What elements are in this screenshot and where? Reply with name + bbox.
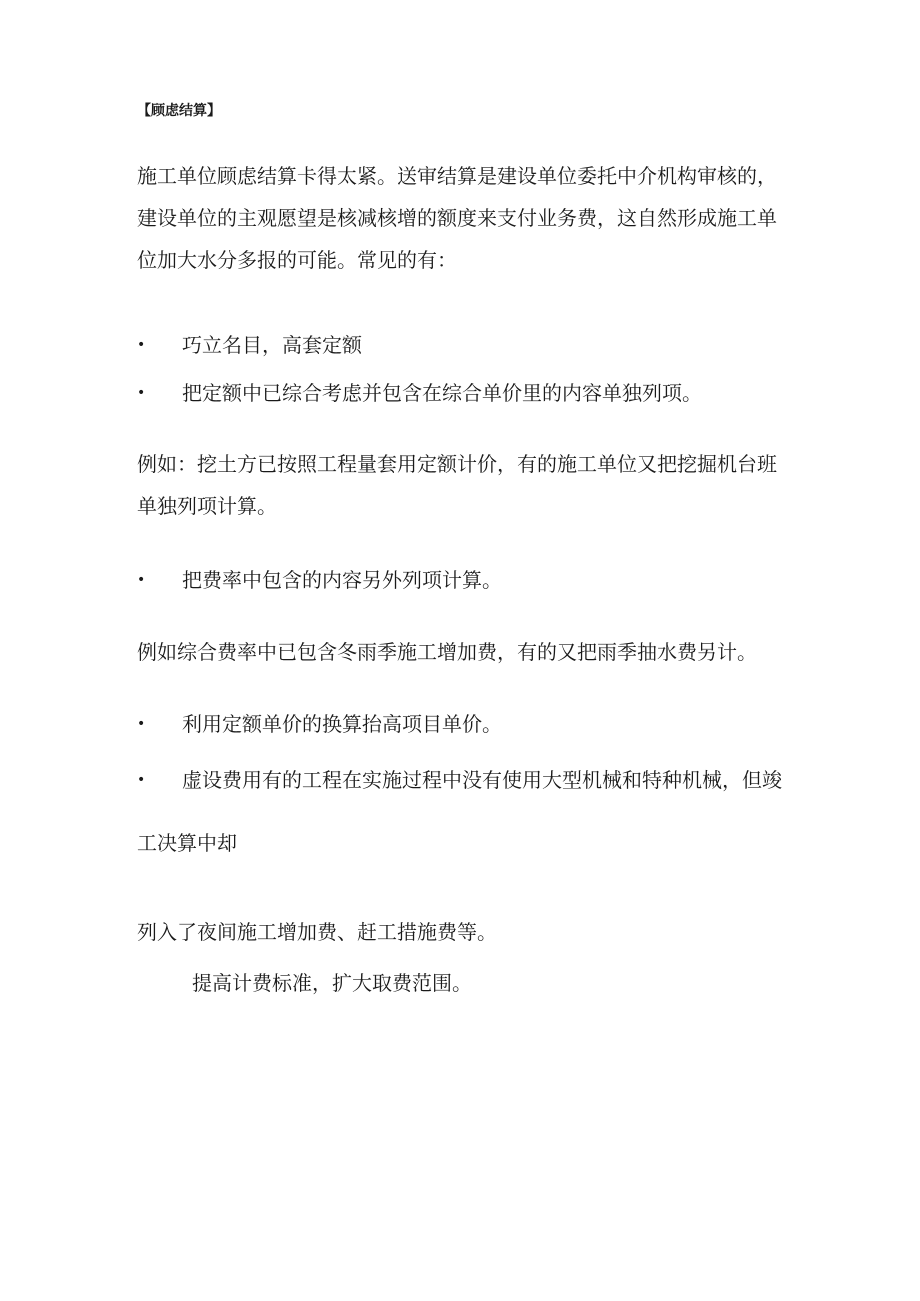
- list-item-text: 巧立名目，高套定额: [182, 333, 362, 357]
- bullet-icon: •: [137, 337, 146, 353]
- section-heading: 【顾虑结算】: [137, 103, 221, 119]
- intro-line-2: 建设单位的主观愿望是核减核增的额度来支付业务费，这自然形成施工单: [137, 206, 777, 230]
- example-paragraph-1: [137, 443, 797, 527]
- list-item-text: 把定额中已综合考虑并包含在综合单价里的内容单独列项。: [182, 381, 702, 405]
- list-item: [137, 765, 817, 795]
- list-item: [137, 330, 817, 360]
- bullet-icon: •: [137, 716, 146, 732]
- continuation-line-2: 列入了夜间施工增加费、赶工措施费等。: [137, 920, 497, 944]
- continuation-line-1: 工决算中却: [137, 831, 237, 855]
- bullet-icon: •: [137, 385, 146, 401]
- list-item: [137, 378, 817, 408]
- list-item: [137, 565, 817, 595]
- example-1-line-2: 单独列项计算。: [137, 494, 277, 518]
- intro-line-1: 施工单位顾虑结算卡得太紧。送审结算是建设单位委托中介机构审核的，: [137, 164, 777, 188]
- bullet-icon: •: [137, 572, 146, 588]
- list-item-text: 把费率中包含的内容另外列项计算。: [182, 568, 502, 592]
- list-item-text: 利用定额单价的换算抬高项目单价。: [182, 712, 502, 736]
- indented-line: 提高计费标准，扩大取费范围。: [192, 971, 472, 995]
- example-paragraph-2: 例如综合费率中已包含冬雨季施工增加费，有的又把雨季抽水费另计。: [137, 640, 757, 664]
- intro-paragraph: [137, 155, 797, 281]
- intro-line-3: 位加大水分多报的可能。常见的有：: [137, 248, 457, 272]
- example-1-line-1: 例如：挖土方已按照工程量套用定额计价，有的施工单位又把挖掘机台班: [137, 452, 777, 476]
- list-item: [137, 709, 817, 739]
- list-item-text: 虚设费用有的工程在实施过程中没有使用大型机械和特种机械，但竣: [182, 768, 782, 792]
- bullet-icon: •: [137, 772, 146, 788]
